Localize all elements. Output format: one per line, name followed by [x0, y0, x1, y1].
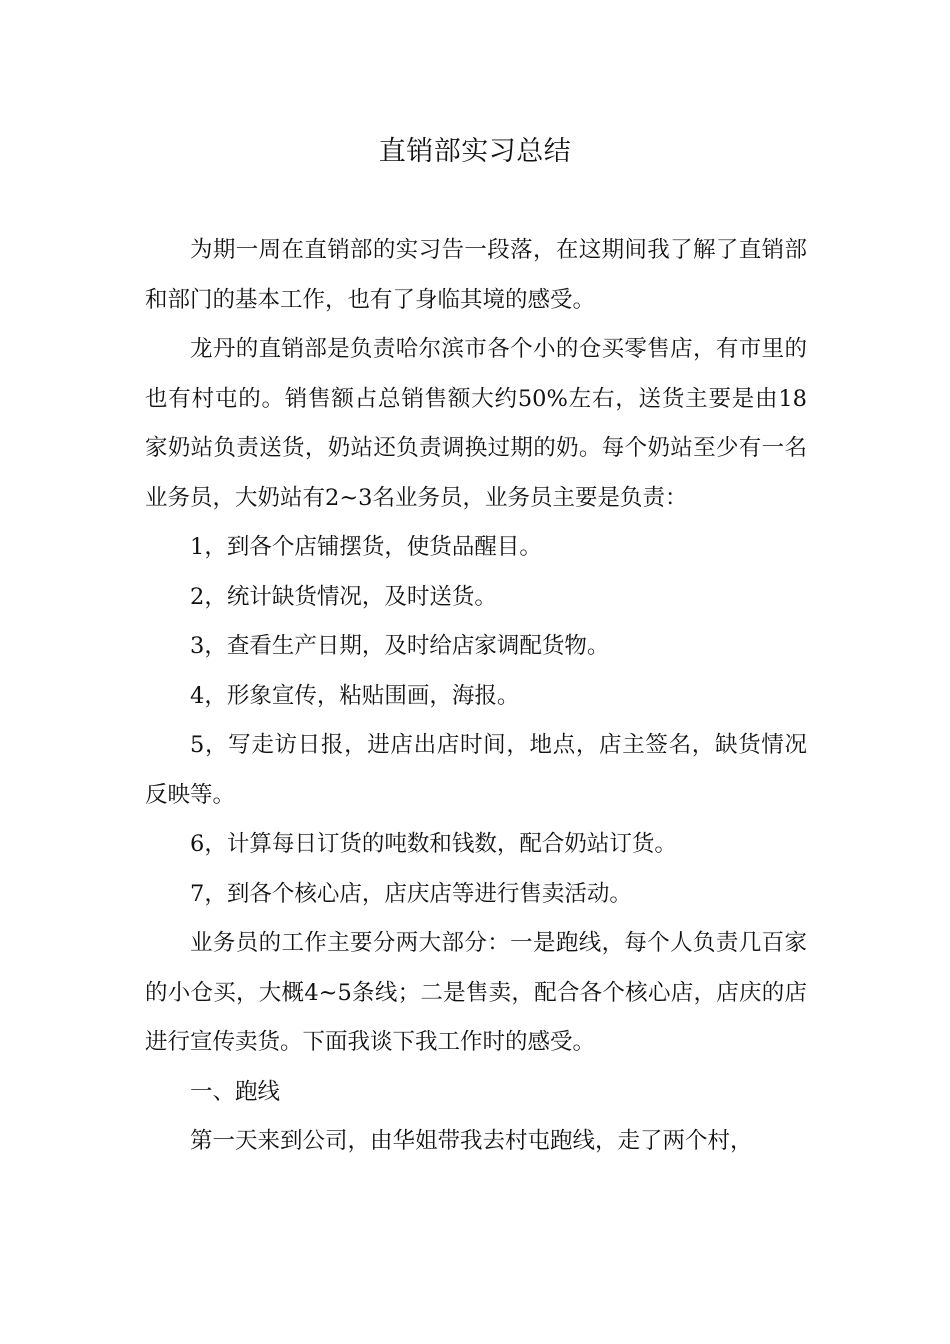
document-title: 直销部实习总结 — [378, 136, 572, 167]
paragraph-first-day: 第一天来到公司，由华姐带我去村屯跑线，走了两个村， — [190, 1128, 753, 1154]
list-item-6: 6，计算每日订货的吨数和钱数，配合奶站订货。 — [190, 831, 677, 857]
paragraph-work-summary: 业务员的工作主要分两大部分：一是跑线，每个人负责几百家的小仓买，大概4~5条线；二是售卖，配合各个核心店，店庆的店进行宣传卖货。下面我谈下我工作时的感受。 — [145, 930, 807, 1055]
list-item-5: 5，写走访日报，进店出店时间，地点，店主签名，缺货情况反映等。 — [145, 732, 807, 808]
list-item-2: 2，统计缺货情况，及时送货。 — [190, 583, 497, 610]
document-body — [145, 226, 807, 1167]
list-item-4: 4，形象宣传，粘贴围画，海报。 — [190, 682, 520, 709]
list-item-1: 1，到各个店铺摆货，使货品醒目。 — [190, 534, 542, 560]
list-item-3: 3，查看生产日期，及时给店家调配货物。 — [190, 633, 610, 659]
list-item-7: 7，到各个核心店，店庆店等进行售卖活动。 — [190, 880, 632, 907]
paragraph-intro: 为期一周在直销部的实习告一段落，在这期间我了解了直销部和部门的基本工作，也有了身临其境的感受。 — [145, 237, 807, 313]
paragraph-overview: 龙丹的直销部是负责哈尔滨市各个小的仓买零售店，有市里的也有村屯的。销售额占总销售额大约50%左右，送货主要是由18家奶站负责送货，奶站还负责调换过期的奶。每个奶站至少有一名业务员，大奶站有2~3名业务员，业务员主要是负责： — [145, 336, 807, 511]
section-heading: 一、跑线 — [190, 1078, 281, 1105]
